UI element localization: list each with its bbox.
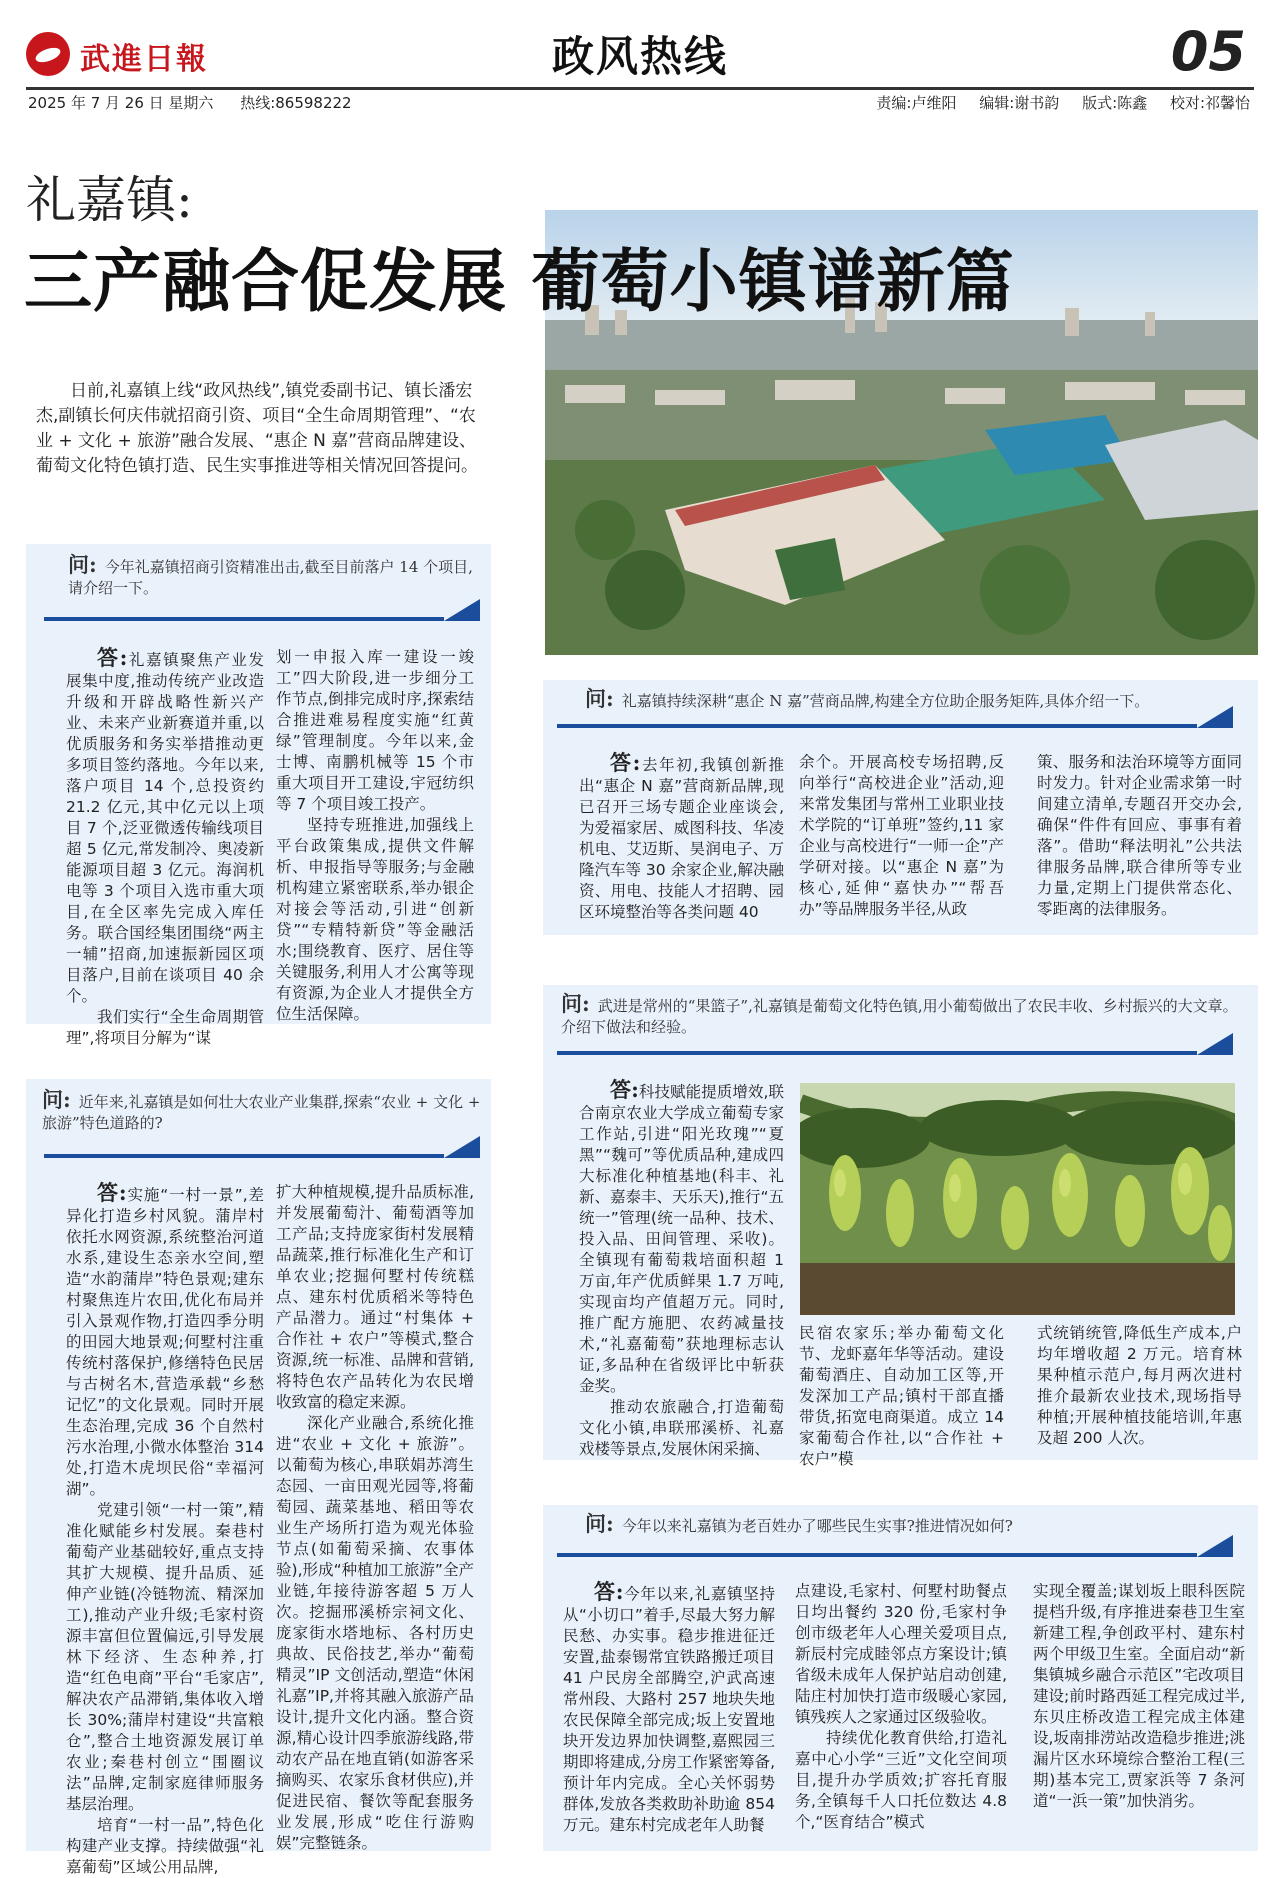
answer-paragraph: 扩大种植规模,提升品质标准,并发展葡萄汁、葡萄酒等加工产品;支持庞家街村发展精品蔬菜,推行标准化生产和订单农业;挖掘何墅村传统糕点、建东村优质稻米等特色产品潜力。通过“村集体 + 合作社 + 农户”等模式,整合资源,统一标准、品牌和营销,将特色农产品转化为农民增收致富的稳定来源。: [276, 1183, 474, 1411]
answer-paragraph: 式统销统管,降低生产成本,户均年增收超 2 万元。培育林果种植示范户,每月两次进村推介最新农业技术,现场指导种植;开展种植技能培训,年惠及超 200 人次。: [1037, 1324, 1242, 1447]
question-3: [42, 1089, 482, 1134]
answer-paragraph: 党建引领“一村一策”,精准化赋能乡村发展。秦巷村葡萄产业基础较好,重点支持其扩大规模、提升品质、延伸产业链(冷链物流、精深加工),推动产业升级;毛家村资源丰富但位置偏远,引导发展林下经济、生态种养,打造“红色电商”平台“毛家店”,解决农产品滞销,集体收入增长 30%;蒲岸村建设“共富粮仓”,整合土地资源发展订单农业;秦巷村创立“围圈议法”品牌,定制家庭律师服务基层治理。: [66, 1501, 264, 1813]
newspaper-logo: 武進日報: [80, 42, 208, 77]
article-kicker: 礼嘉镇:: [26, 171, 193, 229]
question-text: 今年礼嘉镇招商引资精准出击,截至目前落户 14 个项目,请介绍一下。: [68, 558, 473, 597]
answer-paragraph: 培育“一村一品”,特色化构建产业支撑。持续做强“礼嘉葡萄”区域公用品牌,: [66, 1816, 264, 1876]
answer-paragraph: 坚持专班推进,加强线上平台政策集成,提供文件解析、申报指导等服务;与金融机构建立紧密联系,举办银企对接会等活动,引进“创新贷”“专精特新贷”等金融活水;围绕教育、医疗、居住等关键服务,利用人才公寓等现有资源,为企业人才提供全方位生活保障。: [276, 816, 474, 1023]
answer-paragraph: 深化产业融合,系统化推进“农业 + 文化 + 旅游”。以葡萄为核心,串联娟苏湾生态园、一亩田观光园等,将葡萄园、蔬菜基地、稻田等农业生产场所打造为观光体验节点(如葡萄采摘、农事体验),形成“种植加工旅游”全产业链,年接待游客超 5 万人次。挖掘邢溪桥宗祠文化、庞家街水塔地标、各村历史典故、民俗技艺,举办“葡萄精灵”IP 文创活动,塑造“休闲礼嘉”IP,并将其融入旅游产品设计,提升文化内涵。整合资源,精心设计四季旅游线路,带动农产品在地直销(如游客采摘购买、农家乐食材供应),并促进民宿、餐饮等配套服务业发展,形成“吃住行游购娱”完整链条。: [276, 1414, 474, 1852]
answer-paragraph: 点建设,毛家村、何墅村助餐点日均出餐约 320 份,毛家村争创市级老年人心理关爱项目点,新辰村完成睦邻点方案设计;镇省级未成年人保护站启动创建,陆庄村加快打造市级暖心家园,镇残疾人之家通过区级验收。: [795, 1582, 1007, 1726]
answer-label: 答:: [97, 645, 128, 670]
question-rule: [557, 1553, 1197, 1557]
answer-3-col-2: [276, 1182, 474, 1854]
qa-box-5: [543, 1505, 1258, 1851]
answer-label: 答:: [97, 1180, 127, 1205]
answer-5-col-3: [1033, 1581, 1245, 1812]
answer-label: 答:: [610, 1077, 639, 1102]
answer-paragraph: 民宿农家乐;举办葡萄文化节、龙虾嘉年华等活动。建设葡萄酒庄、自动加工区等,开发深加工产品;镇村干部直播带货,拓宽电商渠道。成立 14 家葡萄合作社,以“合作社 + 农户”模: [799, 1324, 1004, 1468]
question-4: [561, 993, 1246, 1038]
answer-2-col-3: [1037, 752, 1242, 920]
answer-paragraph: 划一申报入库一建设一竣工”四大阶段,进一步细分工作节点,倒排完成时序,探索结合推进难易程度实施“红黄绿”管理制度。今年以来,金士博、南鹏机械等 15 个市重大项目开工建设,宇冠纺织等 7 个项目竣工投产。: [276, 648, 474, 813]
issue-date: 2025 年 7 月 26 日 星期六: [28, 94, 214, 112]
question-1: [68, 554, 478, 599]
credit-editor: 责编:卢维阳: [876, 94, 957, 112]
question-rule-arrow: [1197, 706, 1233, 728]
answer-3-col-1: [66, 1182, 264, 1878]
answer-1-col-2: [276, 647, 474, 1025]
answer-paragraph: 推动农旅融合,打造葡萄文化小镇,串联邢溪桥、礼嘉戏楼等景点,发展休闲采摘、: [579, 1398, 784, 1458]
question-rule: [44, 1154, 444, 1158]
question-rule-arrow: [1197, 1033, 1233, 1055]
page-number: 05: [1170, 20, 1246, 83]
answer-4-col-2: [799, 1323, 1004, 1470]
grape-vineyard-photo: [800, 1083, 1235, 1315]
question-text: 武进是常州的“果篮子”,礼嘉镇是葡萄文化特色镇,用小葡萄做出了农民丰收、乡村振兴的大文章。介绍下做法和经验。: [561, 997, 1238, 1036]
answer-paragraph: 策、服务和法治环境等方面同时发力。针对企业需求第一时间建立清单,专题召开交办会,确保“件件有回应、事事有着落”。借助“释法明礼”公共法律服务品牌,联合律所等专业力量,定期上门提供常态化、零距离的法律服务。: [1037, 753, 1242, 918]
hotline: 热线:86598222: [240, 94, 352, 112]
question-label: 问:: [585, 686, 614, 711]
answer-paragraph: 持续优化教育供给,打造礼嘉中心小学“三近”文化空间项目,提升办学质效;扩容托育服务,全镇每千人口托位数达 4.8 个,“医育结合”模式: [795, 1729, 1007, 1831]
answer-5-col-1: [563, 1581, 775, 1836]
question-text: 礼嘉镇持续深耕“惠企 N 嘉”营商品牌,构建全方位助企服务矩阵,具体介绍一下。: [621, 692, 1150, 710]
qa-box-3: [26, 1079, 491, 1876]
answer-paragraph: 礼嘉镇聚焦产业发展集中度,推动传统产业改造升级和开辟战略性新兴产业、未来产业新赛道并重,以优质服务和务实举措推动更多项目签约落地。今年以来,落户项目 14 个,总投资约 21.2 亿元,其中亿元以上项目 7 个,泛亚微透传输线项目超 5 亿元,常发制冷、奥凌新能源项目超 3 亿元。海润机电等 3 个项目入选市重大项目,在全区率先完成入库任务。联合国经集团围绕“两主一辅”招商,加速振新园区项目落户,目前在谈项目 40 余个。: [66, 651, 264, 1005]
answer-label: 答:: [594, 1579, 624, 1604]
question-5: [585, 1513, 1245, 1537]
answer-paragraph: 我们实行“全生命周期管理”,将项目分解为“谋: [66, 1008, 264, 1047]
credit-layout: 版式:陈鑫: [1082, 94, 1148, 112]
question-rule-arrow: [1197, 1535, 1233, 1557]
answer-5-col-2: [795, 1581, 1007, 1833]
answer-1-col-1: [66, 647, 264, 1049]
question-rule-arrow: [444, 1136, 480, 1158]
answer-label: 答:: [610, 750, 641, 775]
answer-paragraph: 实施“一村一景”,差异化打造乡村风貌。蒲岸村依托水网资源,系统整治河道水系,建设生态亲水空间,塑造“水韵蒲岸”特色景观;建东村聚焦连片农田,优化布局并引入景观作物,打造四季分明的田园大地景观;何墅村注重传统村落保护,修缮特色民居与古树名木,营造承载“乡愁记忆”的文化景观。同时开展生态治理,完成 36 个自然村污水治理,小微水体整治 314 处,打造木虎坝民俗“幸福河湖”。: [66, 1186, 264, 1498]
answer-4-col-1: [579, 1079, 784, 1460]
answer-4-col-3: [1037, 1323, 1242, 1449]
question-label: 问:: [585, 1511, 614, 1536]
answer-2-col-2: [799, 752, 1004, 920]
question-rule-arrow: [444, 599, 480, 621]
question-rule: [44, 617, 444, 621]
qa-box-1: [26, 544, 491, 1047]
answer-2-col-1: [579, 752, 784, 923]
question-text: 近年来,礼嘉镇是如何壮大农业产业集群,探索“农业 + 文化 + 旅游”特色道路的?: [42, 1093, 481, 1132]
question-text: 今年以来礼嘉镇为老百姓办了哪些民生实事?推进情况如何?: [621, 1517, 1013, 1535]
question-label: 问:: [68, 552, 97, 577]
answer-paragraph: 余个。开展高校专场招聘,反向举行“高校进企业”活动,迎来常发集团与常州工业职业技术学院的“订单班”签约,11 家企业与高校进行“一师一企”产学研对接。以“惠企 N 嘉”为核心,延伸“嘉快办”“帮吾办”等品牌服务半径,从政: [799, 753, 1004, 918]
question-label: 问:: [42, 1087, 71, 1112]
answer-paragraph: 去年初,我镇创新推出“惠企 N 嘉”营商新品牌,现已召开三场专题企业座谈会,为爱福家居、威图科技、华凌机电、艾迈斯、昊润电子、万隆汽车等 30 余家企业,解决融资、用电、技能人才招聘、园区环境整治等各类问题 40: [579, 756, 785, 921]
header-rule: [26, 87, 1254, 90]
article-lead: 日前,礼嘉镇上线“政风热线”,镇党委副书记、镇长潘宏杰,副镇长何庆伟就招商引资、项目“全生命周期管理”、“农业 + 文化 + 旅游”融合发展、“惠企 N 嘉”营商品牌建设、葡萄文化特色镇打造、民生实事推进等相关情况回答提问。: [36, 381, 478, 476]
answer-paragraph: 科技赋能提质增效,联合南京农业大学成立葡萄专家工作站,引进“阳光玫瑰”“夏黑”“魏可”等优质品种,建成四大标准化种植基地(科丰、礼新、嘉泰丰、天乐天),推行“五统一”管理(统一品种、技术、投入品、田间管理、采收)。全镇现有葡萄栽培面积超 1 万亩,年产优质鲜果 1.7 万吨,实现亩均产值超万元。同时,推广配方施肥、农药减量技术,“礼嘉葡萄”获地理标志认证,多品种在省级评比中斩获金奖。: [579, 1083, 785, 1395]
credit-edit: 编辑:谢书韵: [979, 94, 1060, 112]
answer-paragraph: 今年以来,礼嘉镇坚持从“小切口”着手,尽最大努力解民愁、办实事。稳步推进征迁安置,盐泰锡常宜铁路搬迁项目 41 户民房全部腾空,沪武高速常州段、大路村 257 地块失地农民保障全部完成;坂上安置地块开发边界加快调整,嘉熙园三期即将建成,分房工作紧密筹备,预计年内完成。全心关怀弱势群体,发放各类救助补助逾 854 万元。建东村完成老年人助餐: [563, 1585, 775, 1834]
credit-proof: 校对:祁馨怡: [1169, 94, 1250, 112]
section-title: 政风热线: [551, 32, 728, 81]
question-label: 问:: [561, 991, 590, 1016]
issue-info: [28, 92, 374, 113]
question-rule: [557, 1051, 1197, 1055]
question-2: [585, 688, 1245, 712]
staff-credits: [858, 92, 1250, 113]
qa-box-2: [543, 680, 1258, 935]
question-rule: [557, 724, 1197, 728]
article-headline: 三产融合促发展 葡萄小镇谱新篇: [24, 243, 1015, 322]
answer-paragraph: 实现全覆盖;谋划坂上眼科医院提档升级,有序推进秦巷卫生室新建工程,争创政平村、建东村两个甲级卫生室。全面启动“新集镇城乡融合示范区”宅改项目建设;前时路西延工程完成过半,东贝庄桥改造工程完成主体建设,坂南排涝站改造稳步推进;洮漏片区水环境综合整治工程(三期)基本完工,贾家浜等 7 条河道“一浜一策”加快消劣。: [1033, 1582, 1245, 1810]
